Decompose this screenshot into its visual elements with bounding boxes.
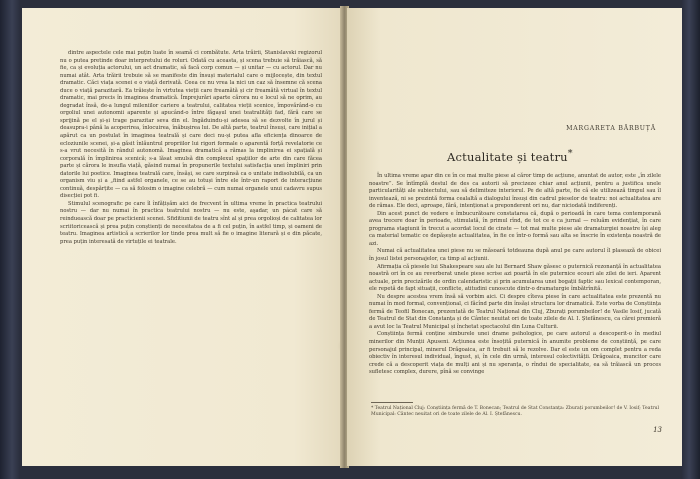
footnote: * Teatrul Național Cluj: Conștiința fermă de T. Bonecan; Teatrul de Stat Constanța: Zburați porumbeilor! de V. Iosif; Teatrul Municipal: Cântec neuitat ori de toate zilele de Al. I. Ștefănescu.: [371, 406, 659, 418]
page-number: 13: [653, 426, 662, 434]
paragraph: Nu despre acestea vrem însă să vorbim aici. Ci despre cîteva piese în care actualitatea este prezentă nu numai în mod formal, convențional, ci făcînd parte din însăși structura lor dramatică. Este vorba de Conștiința fermă de Teofil Bonecan, prezentată de Teatrul Național din Cluj, Zburați porumbeilor! de Vasile Iosif, jucată de Teatrul de Stat din Constanța și de Cântec neuitat ori de toate zilele de Al. I. Ștefănescu, ca cărei premieră a avut loc la Teatrul Municipal și închetat spectacolul din Luna Culturii.: [369, 293, 661, 330]
paragraph: În ultima vreme apar din ce în ce mai multe piese al căror timp de acțiune, anuntat de autor, este „în zilele noastre”. Se întîmplă destul de des ca autorii să precizeze chiar anul acțiunii, pentru a justifica unele particularități ale subiectului, sau să delimiteze interiorul. Pe de altă parte, fie că ele utilizează timpul sau îl inventează, ni se prezintă forma cealaltă a dialogului însuși din cadrul pieselor de teatru: noi actualitatea are de rămas. Ele deci, aproape, fără, intenționat a preponderent ori nu, dar niciodată indiferenți.: [369, 173, 661, 210]
title-footnote-marker: *: [567, 148, 573, 159]
paragraph: Afirmația că piesele lui Shakespeare sau ale lui Bernard Shaw găsesc o puternică rezonanță în actualitatea noastră ori în ce au reverberat unele piese scrise azi poartă în ele puternice ecouri ale zilei de ieri. Aparent actuale, prin precizările de ordin calendaristic și prin acumularea unei bogații faptic sau lexical contemporan, ele repetă de fapt situații, conflicte, atitudini cunoscute dintr-o dramaturgie îmbătrînită.: [369, 263, 661, 293]
paragraph: dintre aspectele cele mai puțin luate în seamă ci combătute. Arta trăirii, Stanislavski regizorul nu o putea pretinde doar interpretului de roluri. Odată cu aceasta, și scena trebuie să trăiască, să fie, ca și evoluția actorului, un act dramatic, să facă corp comun — și unitar — cu actorul. Dar nu numai atât. Arta trăirii trebuie să se manifeste din însuși materialul care o mijlocește, din textul dramatic. Căci viața scenei e o viață derivată. Ceea ce nu vrea la nici un caz să însemne că scena duce o viață parazitară. Ea trăiește în virtutea vieții care freamătă și cir freamătă virtual în textul dramatic, mai precis în imaginea dramatică. Împrejurări aparte cărora nu e locul să ne oprim, au degradat însă, de-a lungul mileniilor cariere a teatrului, calitatea vieții scenice, împovărând-o cu orgoliul unei autonomii aparente și apucând-o între făgașul unei teatralități fad, fără care se sprijină pe el și-și trage parazitar seva din el. Ingăduindu-și adesea să se dezvolte în jurul și deasupra-i până la acoperirea, înlocuirea, înăbușirea lui. De altă parte, teatrul însuși, care inițial a apărut ca un postulat în imaginea teatrală și care deci nu-și putea afla eficiența dinoarce de ecloziunile scenei, și-a găsit înlăuntrul propriilor lui rigori formale o aparentă forță revelatorie ce s-a vrut necesită în rândul autonomă. Imaginea dramatică a rămas la implinirea ei spațială și corporală în împlinirea scenică; s-a lăsat smulsă din complexul spațiilor de arte din care făcea parte și cărora le insufla viață, găsind numai în propunerile textului satisfacția unei împliniri prin datorile lui poetice. Imaginea teatrală care, însăși, se care surpinsă ca o unitate indisolubilă, ca un organism viu și a „fiind astfel organele, ce se au totuși între ele într-un raport de interacțiune continuă, despărțite — ca să folosim o imagine celebră — cum numai organele unui cadavru supus disecției pot fi.: [60, 50, 322, 200]
book-cover-left-edge: [0, 0, 20, 479]
paragraph: Numai că actualitatea unei piese nu se măsoară totdeauna după anul pe care autorul îl plasează de obicei în josul listei personajelor, ca timp al acțiunii.: [369, 248, 661, 263]
author-name: MARGARETA BĂRBUȚĂ: [566, 125, 656, 132]
paragraph: Din acest punct de vedere e îmbucurătoare constatarea că, după o perioadă în care tema contemporană avea trecere doar în perioade, stimulată, în primul rînd, de tot ce e ca jurnal — reluăm evidențiat, în care programa stagiunii în trecut a acordat locul de cinste — tot mai multe piese ale dramaturgiei noastre își aleg ca material tematic ce depășește actualitatea, în fie ce într-o formă sau alta se înscrie în existența noastră de azi.: [369, 210, 661, 247]
left-page-body: [60, 50, 322, 246]
left-page: [22, 8, 342, 466]
right-page-body: [369, 173, 661, 377]
paragraph: Stimulul scenografic pe care îl înfățișăm aici de frecvent în ultima vreme în practica teatrului nostru — dar nu numai în practica teatrului nostru — nu este, aşadar, un pácat care să reinduească doar pe practicienii scenei. Sfiditiunii de teatru sînt al și prea orgolioși de calitatea lor scriitoricească și prea puțin conștienți de necesitatea de a fi cel puțin, în astfel timp, și oameni de teatru. Imaginea artistică a scrierilor lor tinde prea mult să fie o imagine literară și e din păcate, prea puțin interesată de virtuțile ei teatrale.: [60, 200, 322, 245]
article-title: [447, 148, 573, 164]
paragraph: Conștiința fermă conține simburele unei drame psihologice, pe care autorul a descoperit-o în mediul minerilor din Munții Apuseni. Acțiunea este însoțită puternică în anumite probleme de conștiință, pe care personajul principal, minerul Drăgoaica, ar fi trebuit să le rezolve. Dar el este un om complet pentru a reda obiectiv în interesul individual, îngust, și, în cele din urmă, interesul colectivității. Drăgoaica, muncitor care crede că a descoperit viața de mulți ani și nu speranța, o rîndui de specialitate, ea să trăiască un proces sufletesc complex, durere, pînă se convinge: [369, 331, 661, 376]
right-page: [347, 8, 682, 466]
footnote-divider: [371, 402, 413, 403]
book-cover-right-edge: [682, 0, 700, 479]
article-title-text: Actualitate și teatru: [447, 149, 568, 164]
